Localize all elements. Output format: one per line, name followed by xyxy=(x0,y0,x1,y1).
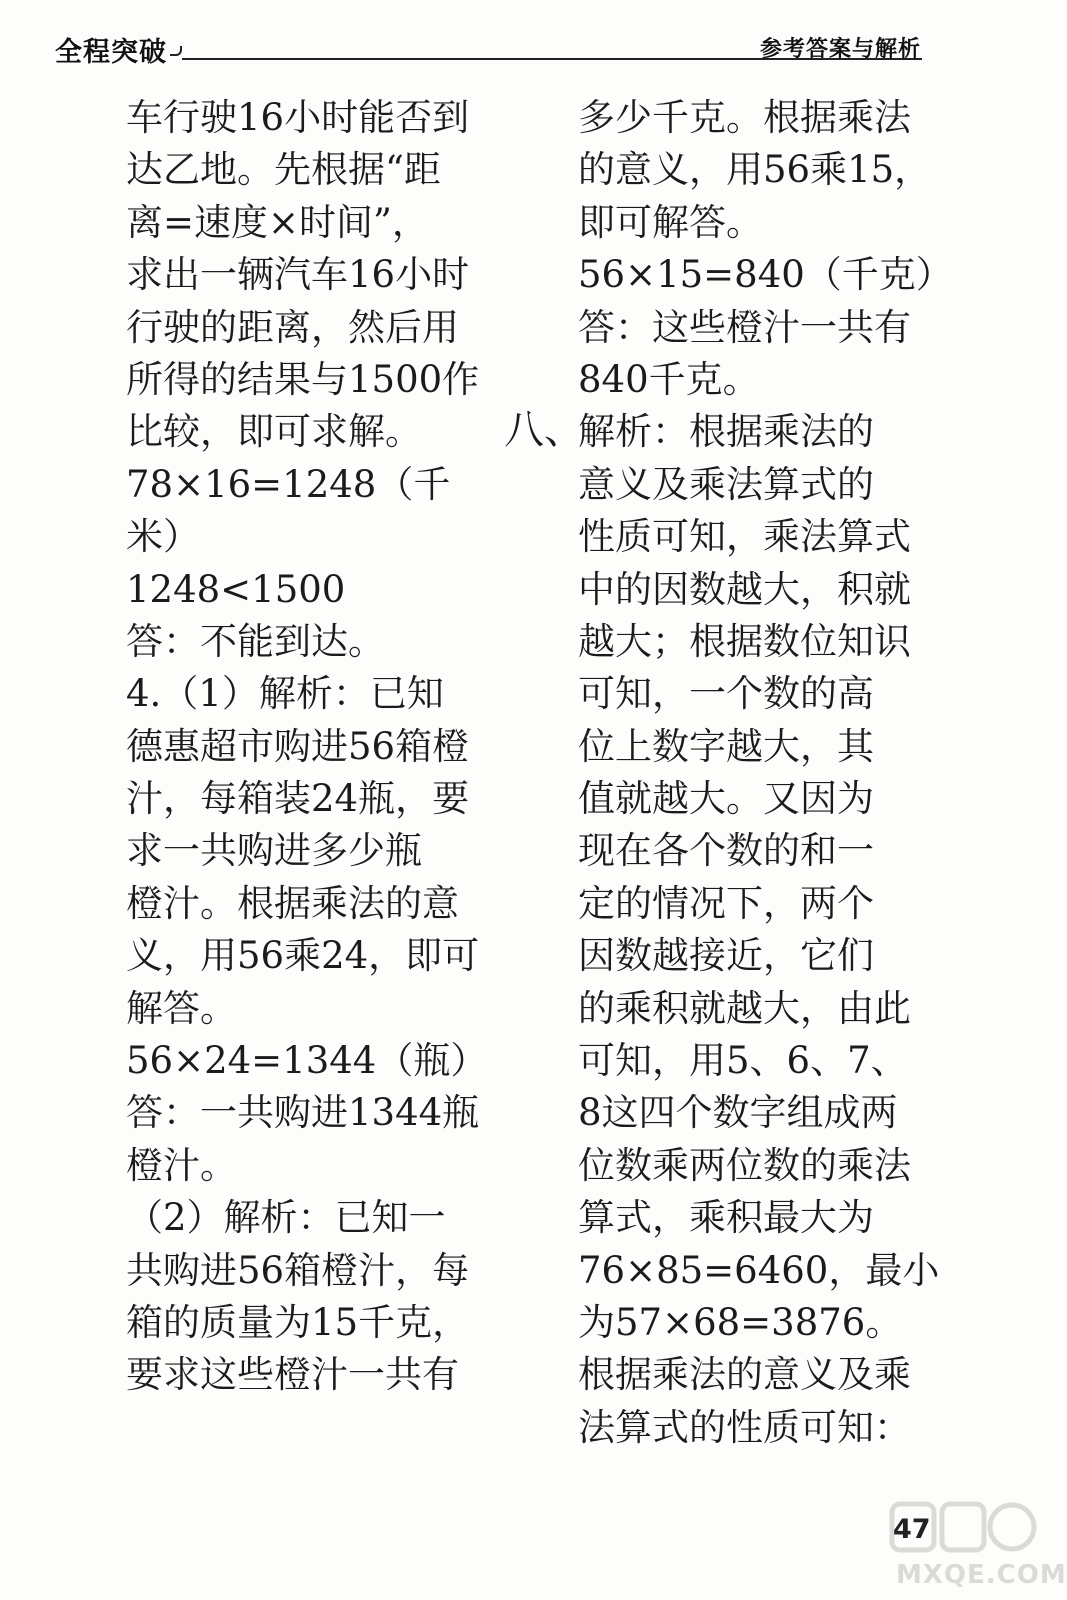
text-line: 德惠超市购进56箱橙 xyxy=(126,724,470,768)
page-number: 47 xyxy=(893,1514,931,1545)
text-line: 汁，每箱装24瓶，要 xyxy=(126,777,470,821)
watermark-logo xyxy=(888,1498,1067,1598)
text-line: 现在各个数的和一 xyxy=(578,829,874,873)
text-line: 76×85=6460，最小 xyxy=(578,1248,940,1292)
text-line: 箱的质量为15千克， xyxy=(126,1300,470,1344)
left-column xyxy=(126,92,488,1402)
text-line: 56×15=840（千克） xyxy=(578,253,953,297)
text-line: 的意义，用56乘15， xyxy=(578,148,932,192)
text-line: 比较，即可求解。 xyxy=(126,410,422,454)
text-line: 橙汁。 xyxy=(126,1143,237,1187)
text-line: 解答。 xyxy=(126,986,237,1030)
text-line: 1248<1500 xyxy=(126,567,346,611)
text-line: 即可解答。 xyxy=(578,200,763,244)
text-line: 可知，一个数的高 xyxy=(578,672,874,716)
text-line: 橙汁。根据乘法的意 xyxy=(126,881,459,925)
text-line: 答：不能到达。 xyxy=(126,619,385,663)
text-line: 达乙地。先根据“距 xyxy=(126,148,441,192)
text-line: 4.（1）解析：已知 xyxy=(126,672,444,716)
page-header xyxy=(0,0,1049,72)
text-line: 行驶的距离，然后用 xyxy=(126,305,459,349)
question-marker: 八、 xyxy=(504,407,584,453)
text-line: 解析：根据乘法的 xyxy=(578,410,874,454)
text-line: 法算式的性质可知： xyxy=(578,1405,911,1449)
text-line: 离=速度×时间”， xyxy=(126,200,429,244)
text-line: 算式，乘积最大为 xyxy=(578,1196,874,1240)
text-line: 越大；根据数位知识 xyxy=(578,619,911,663)
right-column xyxy=(578,92,953,1454)
text-line: 米） xyxy=(126,515,200,559)
text-line: 为57×68=3876。 xyxy=(578,1300,903,1344)
text-line: 8这四个数字组成两 xyxy=(578,1091,898,1135)
text-line: 答：这些橙汁一共有 xyxy=(578,305,911,349)
text-line: 求一共购进多少瓶 xyxy=(126,829,422,873)
text-line: 定的情况下，两个 xyxy=(578,881,874,925)
text-line: 中的因数越大，积就 xyxy=(578,567,911,611)
text-line: 78×16=1248（千 xyxy=(126,462,451,506)
text-line: 求出一辆汽车16小时 xyxy=(126,253,470,297)
brand-swoosh-icon xyxy=(170,46,182,56)
text-line: 的乘积就越大，由此 xyxy=(578,986,911,1030)
text-line: 性质可知，乘法算式 xyxy=(578,515,911,559)
text-line: 因数越接近，它们 xyxy=(578,934,874,978)
text-line: （2）解析：已知一 xyxy=(126,1196,446,1240)
text-line: 位上数字越大，其 xyxy=(578,724,874,768)
brand-logo: 全程突破 xyxy=(55,37,167,68)
text-line: 所得的结果与1500作 xyxy=(126,357,480,401)
text-line: 多少千克。根据乘法 xyxy=(578,96,911,139)
text-line: 可知，用5、6、7、 xyxy=(578,1039,908,1083)
text-line: 答：一共购进1344瓶 xyxy=(126,1091,480,1135)
section-title: 参考答案与解析 xyxy=(759,37,921,62)
watermark-text: MXQE.COM xyxy=(896,1560,1067,1590)
text-line: 义，用56乘24，即可 xyxy=(126,934,480,978)
text-line: 840千克。 xyxy=(578,357,760,401)
text-line: 位数乘两位数的乘法 xyxy=(578,1143,911,1187)
text-line: 根据乘法的意义及乘 xyxy=(578,1353,911,1397)
text-line: 56×24=1344（瓶） xyxy=(126,1039,488,1083)
text-line: 车行驶16小时能否到 xyxy=(126,96,470,139)
text-line: 要求这些橙汁一共有 xyxy=(126,1353,459,1397)
text-line: 值就越大。又因为 xyxy=(578,777,874,821)
text-line: 意义及乘法算式的 xyxy=(578,462,874,506)
text-line: 共购进56箱橙汁，每 xyxy=(126,1248,470,1292)
